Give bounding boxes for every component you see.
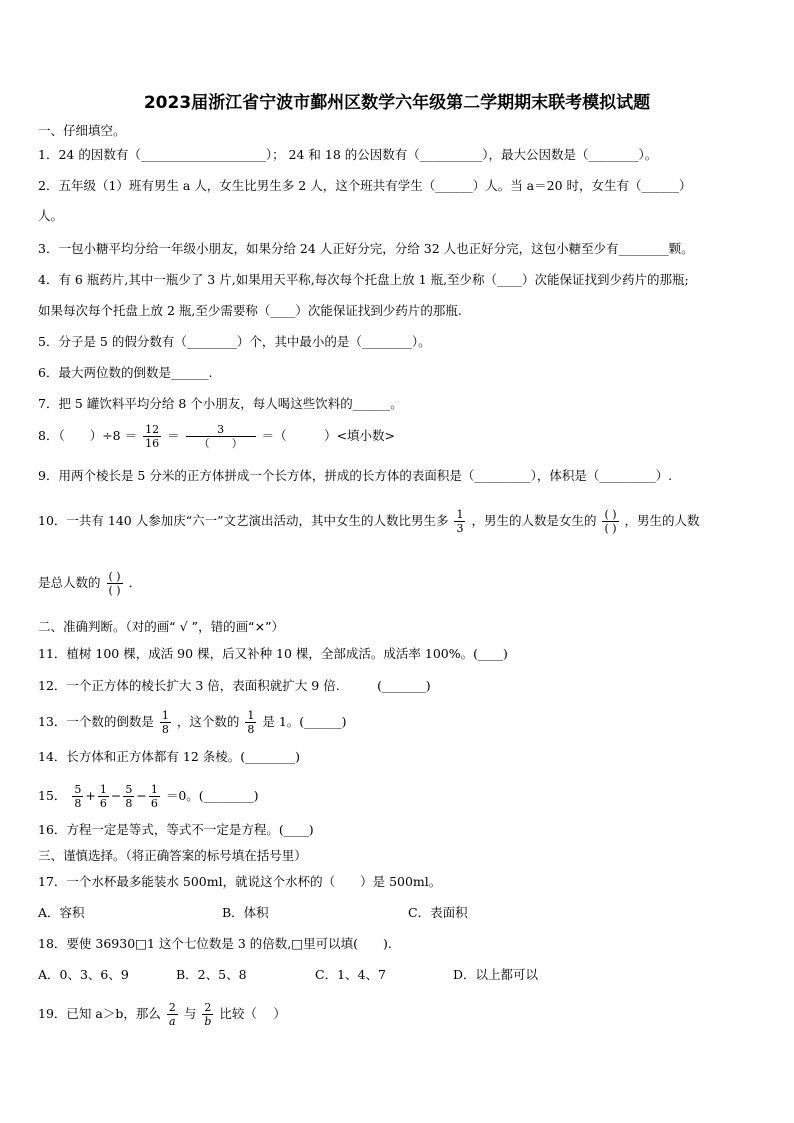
- fraction-numerator: 3: [186, 423, 256, 437]
- equals-sign: ＝: [167, 428, 180, 443]
- question-2-line-2: 人。: [38, 208, 64, 223]
- question-17-options: [38, 904, 468, 922]
- question-8-prefix: 8．（ ）÷8 ＝: [38, 428, 138, 443]
- option-c: C．表面积: [408, 905, 468, 920]
- option-a: A．容积: [38, 905, 85, 920]
- option-d: D．以上都可以: [453, 967, 539, 982]
- question-13-fraction-2: [245, 709, 256, 736]
- fraction-denominator: 6: [99, 797, 107, 810]
- question-19-text-a: 19．已知 a＞b，那么: [38, 1006, 161, 1021]
- fraction-denominator: ( ): [604, 522, 617, 535]
- question-10-line-1: [38, 508, 700, 535]
- option-b: B．体积: [222, 905, 269, 920]
- question-19-text-b: 与: [183, 1006, 197, 1021]
- fraction-denominator: （ ）: [198, 437, 243, 450]
- question-7: 7．把 5 罐饮料平均分给 8 个小朋友，每人喝这些饮料的______。: [38, 396, 403, 411]
- fraction-denominator: 6: [150, 797, 158, 810]
- question-13-fraction-1: [160, 709, 171, 736]
- question-15-fraction-d: [149, 783, 160, 810]
- question-15-number: 15．: [38, 788, 67, 803]
- fraction-numerator: 2: [168, 1001, 176, 1014]
- question-15-suffix: ＝0。(________): [165, 788, 259, 803]
- question-13-text-b: ，这个数的: [176, 714, 240, 729]
- question-10-fraction-3: [107, 570, 123, 597]
- question-13: [38, 709, 347, 736]
- minus-sign: −: [136, 788, 147, 803]
- fraction-denominator: 8: [247, 723, 255, 736]
- question-13-text-c: 是 1。(______): [262, 714, 347, 729]
- section-heading-true-false: 二、准确判断。（对的画“ √ ”，错的画“×”）: [38, 619, 285, 634]
- plus-sign: +: [85, 788, 96, 803]
- question-12: 12．一个正方体的棱长扩大 3 倍，表面积就扩大 9 倍. (_______): [38, 678, 431, 693]
- question-8-suffix: ＝（ ）<填小数>: [261, 428, 396, 443]
- fraction-numerator: ( ): [108, 570, 121, 583]
- fraction-denominator: 8: [74, 797, 82, 810]
- section-heading-fill-blank: 一、仔细填空。: [38, 123, 126, 138]
- question-6: 6．最大两位数的倒数是______.: [38, 365, 213, 380]
- page-title: 2023届浙江省宁波市鄞州区数学六年级第二学期期末联考模拟试题: [143, 93, 651, 113]
- question-18: 18．要使 36930□1 这个七位数是 3 的倍数,□里可以填( ).: [38, 936, 392, 951]
- question-10-text-a: 10．一共有 140 人参加庆“六一”文艺演出活动，其中女生的人数比男生多: [38, 513, 449, 528]
- question-5: 5．分子是 5 的假分数有（________）个，其中最小的是（________）。: [38, 334, 431, 349]
- option-c: C．1、4、7: [315, 967, 386, 982]
- fraction-denominator: 3: [456, 522, 464, 535]
- question-19-fraction-1: [167, 1001, 178, 1028]
- fraction-numerator: ( ): [604, 508, 617, 521]
- question-18-options: [38, 966, 538, 984]
- question-16: 16．方程一定是等式，等式不一定是方程。(____): [38, 822, 314, 837]
- question-1: 1．24 的因数有（____________________）； 24 和 18 的公因数有（__________），最大公因数是（________）。: [38, 147, 658, 162]
- fraction-numerator: 5: [125, 783, 133, 796]
- question-14: 14．长方体和正方体都有 12 条棱。(________): [38, 749, 301, 764]
- question-10-fraction-2: [602, 508, 618, 535]
- fraction-denominator: a: [169, 1015, 176, 1028]
- question-10-line-2: [38, 570, 141, 597]
- question-3: 3．一包小糖平均分给一年级小朋友，如果分给 24 人正好分完，分给 32 人也正好分完，这包小糖至少有________颗。: [38, 241, 694, 256]
- fraction-numerator: 2: [202, 1001, 213, 1015]
- question-13-text-a: 13．一个数的倒数是: [38, 714, 154, 729]
- question-8-fraction-2: [186, 423, 256, 450]
- question-15-fraction-b: [98, 783, 109, 810]
- question-10-text-c: ，男生的人数: [624, 513, 700, 528]
- question-19-fraction-2: [202, 1001, 213, 1028]
- fraction-numerator: 1: [247, 709, 255, 722]
- fraction-denominator: 8: [125, 797, 133, 810]
- option-b: B．2、5、8: [176, 967, 247, 982]
- section-heading-choice: 三、谨慎选择。（将正确答案的标号填在括号里）: [38, 848, 307, 863]
- question-4-line-1: 4．有 6 瓶药片,其中一瓶少了 3 片,如果用天平称,每次每个托盘上放 1 瓶,至少称（____）次能保证找到少药片的那瓶;: [38, 272, 689, 287]
- option-a: A．0、3、6、9: [38, 967, 129, 982]
- question-8: [38, 423, 395, 450]
- minus-sign: −: [110, 788, 122, 803]
- question-19-text-c: 比较（ ）: [219, 1006, 286, 1021]
- question-15-fraction-a: [72, 783, 83, 810]
- fraction-denominator: b: [204, 1015, 212, 1028]
- fraction-denominator: 16: [145, 437, 160, 450]
- question-10-text-d: 是总人数的: [38, 575, 101, 590]
- fraction-numerator: 1: [456, 508, 464, 521]
- fraction-numerator: 1: [99, 783, 107, 796]
- question-15-fraction-c: [123, 783, 134, 810]
- question-4-line-2: 如果每次每个托盘上放 2 瓶,至少需要称（____）次能保证找到少药片的那瓶.: [38, 303, 462, 318]
- question-10-text-e: ．: [128, 575, 142, 590]
- fraction-numerator: 1: [150, 783, 158, 796]
- question-10-fraction-1: [454, 508, 465, 535]
- question-17: 17．一个水杯最多能装水 500ml，就说这个水杯的（ ）是 500ml。: [38, 874, 442, 889]
- question-15: [38, 783, 259, 810]
- fraction-numerator: 1: [161, 709, 169, 722]
- question-2-line-1: 2．五年级（1）班有男生 a 人，女生比男生多 2 人，这个班共有学生（______）人。当 a＝20 时，女生有（______）: [38, 178, 692, 193]
- question-11: 11．植树 100 棵，成活 90 棵，后又补种 10 棵，全部成活。成活率 100%。(____): [38, 646, 508, 661]
- question-9: 9．用两个棱长是 5 分米的正方体拼成一个长方体，拼成的长方体的表面积是（_________），体积是（_________）.: [38, 468, 673, 483]
- question-8-fraction-1: [143, 423, 161, 450]
- fraction-denominator: ( ): [108, 584, 121, 597]
- question-19: [38, 1001, 286, 1028]
- fraction-denominator: 8: [161, 723, 169, 736]
- fraction-numerator: 5: [74, 783, 82, 796]
- question-10-text-b: ，男生的人数是女生的: [471, 513, 597, 528]
- fraction-numerator: 12: [145, 423, 160, 436]
